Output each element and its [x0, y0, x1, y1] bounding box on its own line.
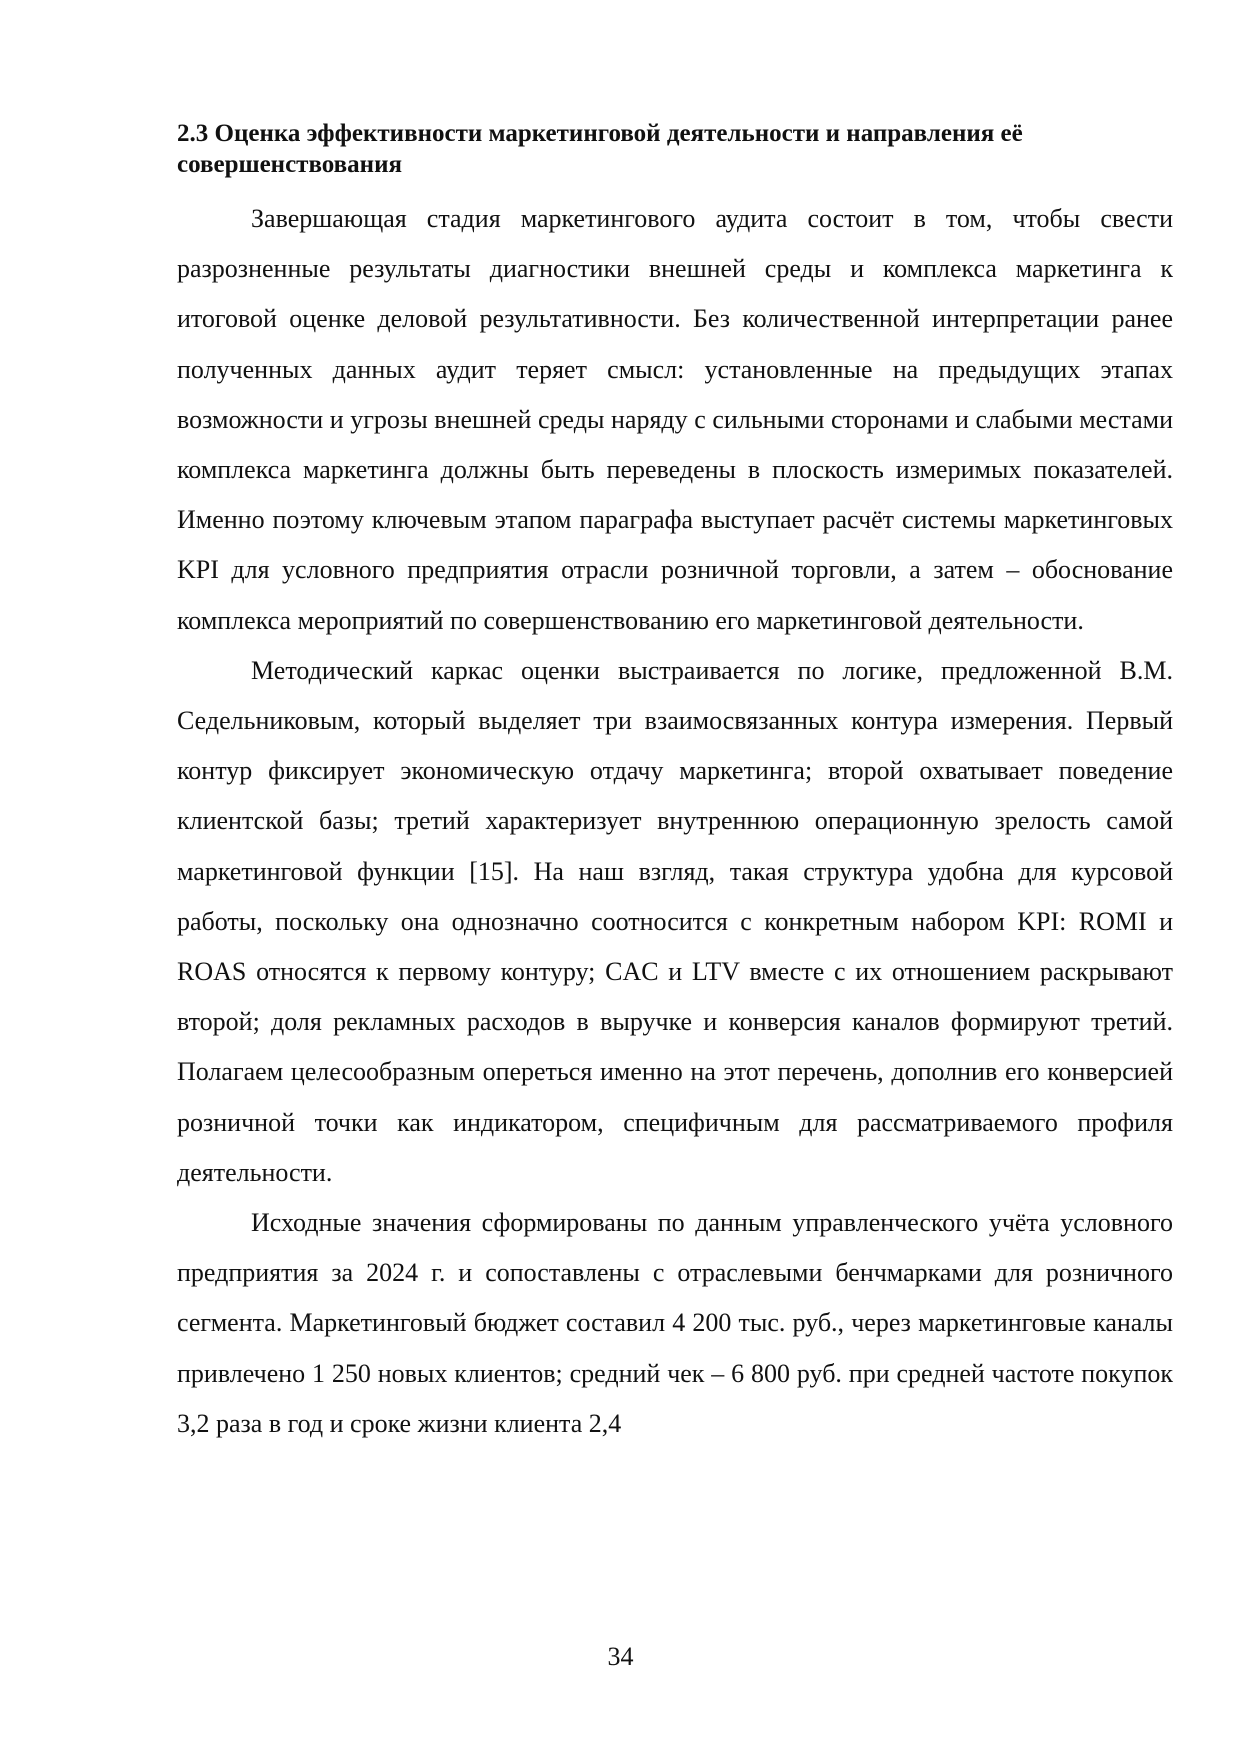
- paragraph-1: Завершающая стадия маркетингового аудита состоит в том, чтобы свести разрозненные результаты диагностики внешней среды и комплекса маркетинга к итоговой оценке деловой результативности. Без количественной интерпретации ранее полученных данных аудит теряет смысл: установленные на предыдущих этапах возможности и угрозы внешней среды наряду с сильными сторонами и слабыми местами комплекса маркетинга должны быть переведены в плоскость измеримых показателей. Именно поэтому ключевым этапом параграфа выступает расчёт системы маркетинговых KPI для условного предприятия отрасли розничной торговли, а затем – обоснование комплекса мероприятий по совершенствованию его маркетинговой деятельности.: [177, 204, 1173, 635]
- paragraph-2: Методический каркас оценки выстраивается по логике, предложенной В.М. Седельниковым, который выделяет три взаимосвязанных контура измерения. Первый контур фиксирует экономическую отдачу маркетинга; второй охватывает поведение клиентской базы; третий характеризует внутреннюю операционную зрелость самой маркетинговой функции [15]. На наш взгляд, такая структура удобна для курсовой работы, поскольку она однозначно соотносится с конкретным набором KPI: ROMI и ROAS относятся к первому контуру; CAC и LTV вместе с их отношением раскрывают второй; доля рекламных расходов в выручке и конверсия каналов формируют третий. Полагаем целесообразным опереться именно на этот перечень, дополнив его конверсией розничной точки как индикатором, специфичным для рассматриваемого профиля деятельности.: [177, 655, 1173, 1187]
- section-heading: 2.3 Оценка эффективности маркетинговой деятельности и направления её совершенствования: [177, 120, 1023, 178]
- page-number: 34: [607, 1642, 634, 1671]
- paragraph-3: Исходные значения сформированы по данным управленческого учёта условного предприятия за 2024 г. и сопоставлены с отраслевыми бенчмарками для розничного сегмента. Маркетинговый бюджет составил 4 200 тыс. руб., через маркетинговые каналы привлечено 1 250 новых клиентов; средний чек – 6 800 руб. при средней частоте покупок 3,2 раза в год и сроке жизни клиента 2,4: [177, 1208, 1173, 1438]
- page-body: [177, 118, 1173, 1449]
